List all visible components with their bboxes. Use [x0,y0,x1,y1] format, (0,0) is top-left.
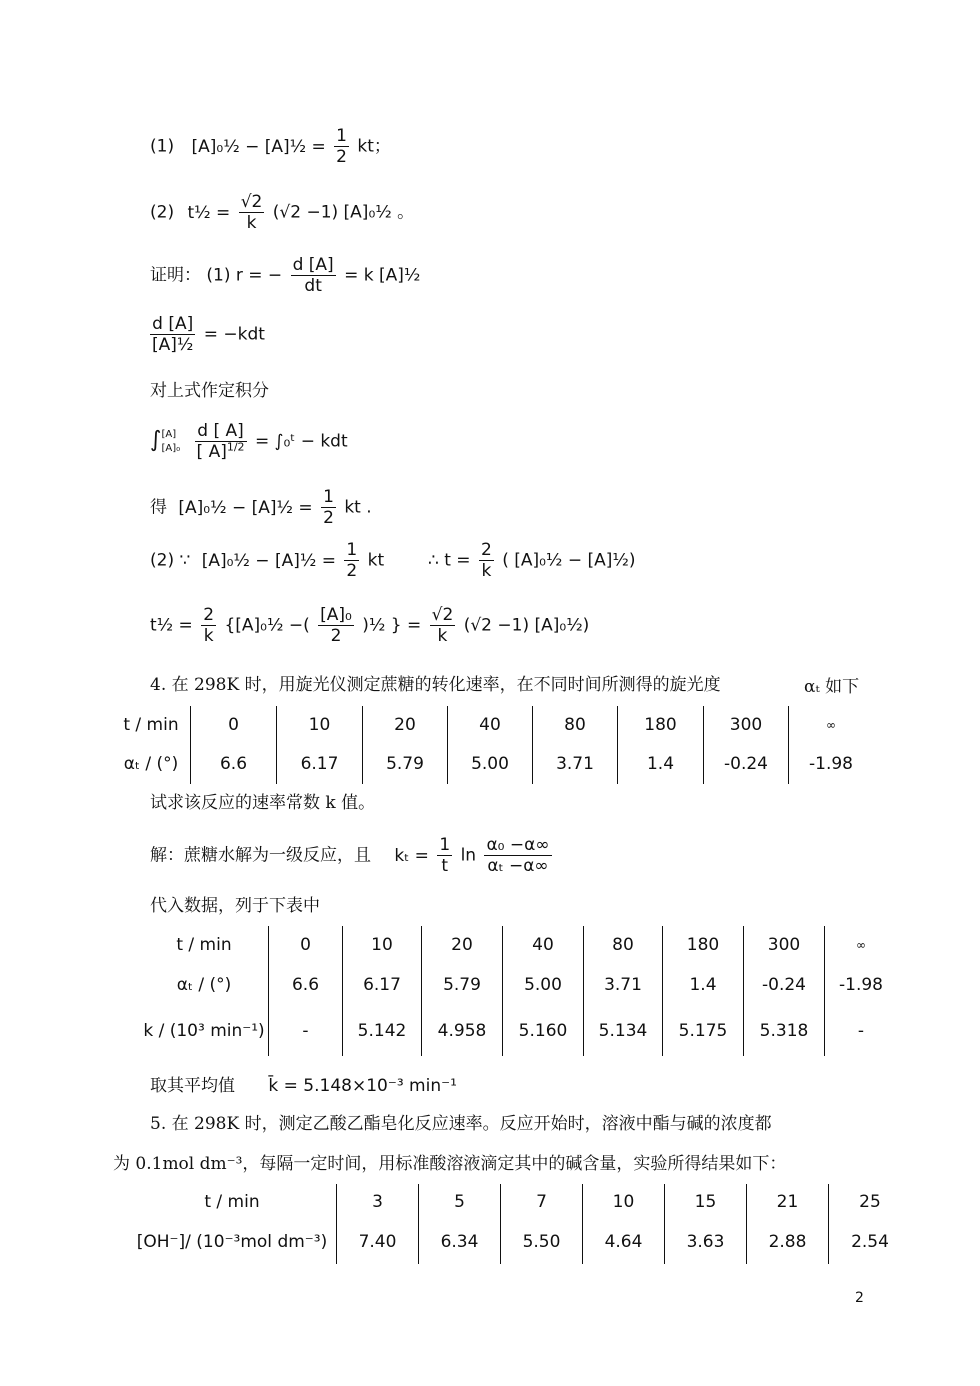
half-life-lhs: t½ = [150,615,193,636]
table-cell: 300 [704,706,789,744]
proof-2-rhs: kt [367,550,385,571]
statement-2 [150,192,414,233]
table-cell: 6.6 [269,964,343,1006]
table-cell: 7 [501,1184,583,1220]
table-cell: 5.160 [503,1006,584,1056]
table-cell: 40 [448,706,533,744]
statement-2-label: (2) [150,202,175,223]
proof-2-fraction: $\frac{1}{2}$ [346,540,358,581]
row-header: t / min [176,935,232,955]
separated-rhs: = −kdt [203,324,265,345]
problem-4-statement-tail: αₜ 如下 [804,677,860,697]
table-row [140,964,897,1006]
proof-2-therefore [428,540,635,581]
k-formula-lhs: kₜ = [394,845,429,866]
table-cell: -0.24 [744,964,825,1006]
table-cell: 7.40 [337,1220,419,1264]
problem-5-line-2: 为 0.1mol dm⁻³，每隔一定时间，用标准酸溶液滴定其中的碱含量，实验所得结果如下： [113,1154,787,1174]
statement-1-fraction: $\frac{1}{2}$ [336,126,347,167]
table-cell: 5.134 [584,1006,663,1056]
integral-rhs: = ∫₀ᵗ − kdt [254,431,348,452]
average-value: k̄ = 5.148×10⁻³ min⁻¹ [268,1076,457,1096]
table-cell: - [269,1006,343,1056]
table-cell: 180 [618,706,704,744]
result-label: 得 [150,497,167,518]
separated-fraction: $\frac{d [A]}{\text{[A]½}}$ [152,314,194,355]
proof-2-lhs: [A]₀½ − [A]½ = [201,550,336,571]
solution-prefix: 解：蔗糖水解为一级反应，且 [150,845,371,866]
result-fraction: $\frac{1}{2}$ [323,487,334,528]
half-life-end: (√2 −1) [A]₀½) [463,615,590,636]
proof-part1: (1) r = − [206,265,283,286]
table-cell: 3 [337,1184,419,1220]
table-cell: 3.71 [533,744,618,784]
half-life-mid: {[A]₀½ −( [224,615,310,636]
table-cell: 6.17 [277,744,363,784]
result-lhs: [A]₀½ − [A]½ = [178,497,313,518]
table-cell: 6.6 [191,744,277,784]
table-cell: 1.4 [663,964,744,1006]
table-row [112,744,873,784]
table-cell: 5.79 [363,744,448,784]
average-label: 取其平均值 [150,1076,235,1096]
table-cell: -1.98 [825,964,898,1006]
statement-1-lhs: [A]₀½ − [A]½ = [191,136,326,157]
table-cell: 3.71 [584,964,663,1006]
problem-4-solution [150,835,555,876]
rate-fraction: $\frac{d [A]}{dt}$ [292,255,334,296]
integration-result [150,487,372,528]
row-header: αₜ / (°) [176,975,232,995]
table-cell: -1.98 [789,744,874,784]
table-cell: 180 [663,926,744,964]
k-formula-ln: ln [460,845,477,866]
integral-equation [150,421,348,462]
row-header: t / min [204,1192,260,1212]
table-row [140,1006,897,1056]
half-life-fraction-3: $\frac{√2}{k}$ [431,605,454,646]
table-cell: 2.54 [829,1220,912,1264]
problem-4-result-table [140,926,897,1056]
table-cell: 10 [343,926,422,964]
table-cell: 80 [584,926,663,964]
proof-2-label: (2) ∵ [150,550,191,571]
average-line [150,1075,457,1097]
statement-2-rhs: (√2 −1) [A]₀½ 。 [272,202,415,223]
therefore-lhs: ∴ t = [428,550,471,571]
k-formula-fraction-2: $\frac{\text{α₀ −α∞}}{\text{αₜ −α∞}}$ [486,835,550,876]
table-cell: ∞ [789,706,874,744]
substitute-instruction: 代入数据，列于下表中 [150,896,320,916]
table-cell: 40 [503,926,584,964]
proof-label: 证明： [150,265,201,286]
half-life-derivation [150,605,589,646]
table-row [128,1220,911,1264]
table-cell: 15 [665,1184,747,1220]
table-cell: -0.24 [704,744,789,784]
statement-1-rhs: kt； [357,136,391,157]
table-cell: 10 [277,706,363,744]
problem-4-statement: 4. 在 298K 时，用旋光仪测定蔗糖的转化速率，在不同时间所测得的旋光度 [150,675,721,695]
table-row [128,1184,911,1220]
table-cell: 300 [744,926,825,964]
integral-upper-limit: [A] [161,428,177,440]
half-life-fraction-2: $\frac{\text{[A]₀}}{2}$ [320,605,352,646]
table-cell: - [825,1006,898,1056]
table-cell: 20 [422,926,503,964]
table-cell: 21 [747,1184,829,1220]
table-cell: 5.00 [503,964,584,1006]
row-header: [OH⁻]/ (10⁻³mol dm⁻³) [136,1232,328,1252]
table-cell: ∞ [825,926,898,964]
table-cell: 0 [269,926,343,964]
table-cell: 10 [583,1184,665,1220]
table-cell: 5.00 [448,744,533,784]
k-formula-fraction-1: $\frac{1}{t}$ [439,835,451,876]
page-number: 2 [855,1290,864,1306]
statement-2-lhs: t½ = [187,202,231,223]
table-cell: 80 [533,706,618,744]
integral-sign: ∫ [150,427,162,453]
integral-fraction: $\frac{d [ A]}{[ A]^{1/2}}$ [196,421,245,462]
statement-1 [150,126,391,167]
proof-rate-equation [150,255,420,296]
integral-lower-limit: [A]₀ [161,442,181,454]
table-cell: 5.175 [663,1006,744,1056]
problem-4-question: 试求该反应的速率常数 k 值。 [150,793,376,813]
half-life-mid-2: )½ } = [362,615,422,636]
row-header: t / min [123,715,179,735]
problem-4-table [112,706,873,784]
problem-5-line-1: 5. 在 298K 时，测定乙酸乙酯皂化反应速率。反应开始时，溶液中酯与碱的浓度都 [150,1114,772,1134]
proof-2-because [150,540,384,581]
table-cell: 2.88 [747,1220,829,1264]
table-cell: 5.50 [501,1220,583,1264]
table-row [112,706,873,744]
table-cell: 4.64 [583,1220,665,1264]
statement-2-fraction: $\frac{√2}{k}$ [240,192,263,233]
table-cell: 25 [829,1184,912,1220]
row-header: k / (10³ min⁻¹) [143,1021,265,1041]
table-cell: 5 [419,1184,501,1220]
table-cell: 6.17 [343,964,422,1006]
table-cell: 6.34 [419,1220,501,1264]
statement-1-label: (1) [150,136,175,157]
separated-equation [150,314,265,355]
table-cell: 20 [363,706,448,744]
table-cell: 3.63 [665,1220,747,1264]
row-header: αₜ / (°) [123,754,179,774]
table-cell: 4.958 [422,1006,503,1056]
problem-5-table [128,1184,911,1264]
table-cell: 0 [191,706,277,744]
table-row [140,926,897,964]
half-life-fraction-1: $\frac{2}{k}$ [203,605,215,646]
therefore-fraction: $\frac{2}{k}$ [480,540,492,581]
rate-rhs: = k [A]½ [344,265,421,286]
integrate-instruction: 对上式作定积分 [150,381,269,401]
table-cell: 5.318 [744,1006,825,1056]
table-cell: 5.79 [422,964,503,1006]
table-cell: 5.142 [343,1006,422,1056]
table-cell: 1.4 [618,744,704,784]
therefore-rhs: ( [A]₀½ − [A]½) [502,550,636,571]
result-rhs: kt . [344,497,372,518]
